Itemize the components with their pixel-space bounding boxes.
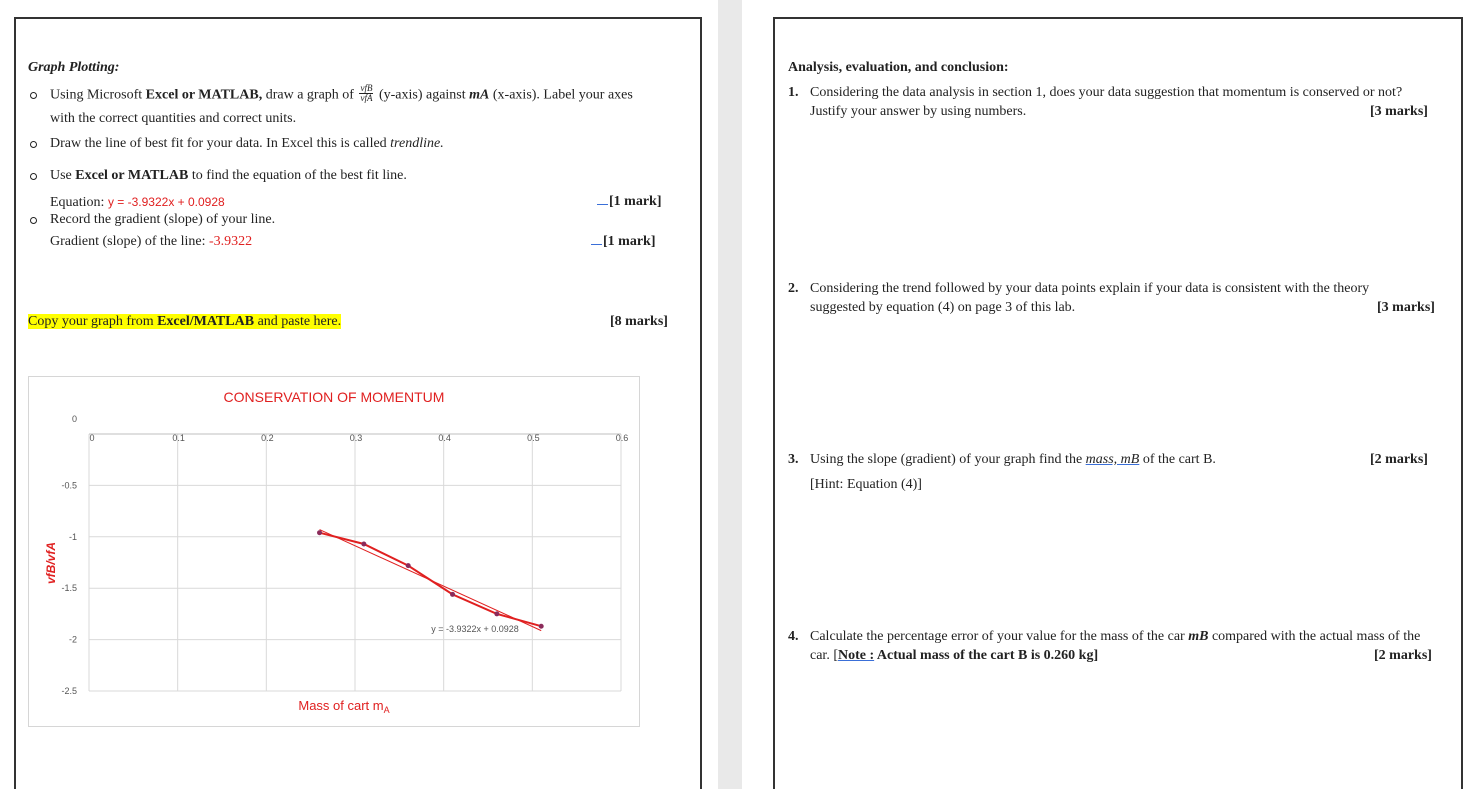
copy-graph-instruction: Copy your graph from Excel/MATLAB and paste here. <box>28 314 342 329</box>
vfb-over-vfa-fraction: $\frac{\text{vfB}}{\text{vfA}}$ <box>360 83 373 103</box>
x-tick-label: 0.6 <box>615 433 629 443</box>
q2-line2: suggested by equation (4) on page 3 of this lab. <box>810 300 1076 315</box>
bullet2: Draw the line of best fit for your data. In Excel this is called trendline. <box>50 136 444 151</box>
y-tick-label: -2 <box>68 634 77 645</box>
bullet-icon <box>30 92 37 99</box>
q3-marks: [2 marks] <box>1370 452 1428 467</box>
bullet4: Record the gradient (slope) of your line. <box>50 212 276 227</box>
bullet-icon <box>30 141 37 148</box>
bullet-icon <box>30 217 37 224</box>
right-page <box>742 0 1472 789</box>
q1-marks: [3 marks] <box>1370 104 1428 119</box>
bullet1-line1: Using Microsoft Excel or MATLAB, draw a graph of $\frac{\text{vfB}}{\text{vfA}}$ (y-axis) against mA (x-axis). Label your axes <box>50 83 633 103</box>
q2-line1: Considering the trend followed by your data points explain if your data is consistent with the theory <box>810 281 1370 296</box>
q4-number: 4. <box>788 629 799 644</box>
bullet3: Use Excel or MATLAB to find the equation of the best fit line. <box>50 168 407 183</box>
gradient-value: -3.9322 <box>209 234 253 249</box>
cursor-caret-icon <box>591 234 602 245</box>
y-tick-label: -1.5 <box>61 583 77 594</box>
graph-plotting-heading: Graph Plotting: <box>28 60 120 75</box>
y-tick-label: 0 <box>71 414 77 424</box>
chart-container <box>28 376 640 727</box>
analysis-heading: Analysis, evaluation, and conclusion: <box>788 60 1009 75</box>
series-line <box>320 533 542 627</box>
y-axis-label: vfB/vfA <box>44 541 58 585</box>
copy-graph-marks: [8 marks] <box>610 314 668 329</box>
x-tick-label: 0.4 <box>438 433 451 443</box>
cursor-caret-icon <box>597 194 608 205</box>
q3-number: 3. <box>788 452 799 467</box>
trendline-equation-label: y = -3.9322x + 0.0928 <box>431 624 519 635</box>
equation-value: y = -3.9322x + 0.0928 <box>107 195 225 209</box>
q3-hint: [Hint: Equation (4)] <box>810 477 922 492</box>
right-page-frame <box>773 17 1463 789</box>
left-page <box>0 0 718 789</box>
x-tick-label: 0.5 <box>527 433 540 443</box>
q1-number: 1. <box>788 85 799 100</box>
y-tick-label: -0.5 <box>61 480 77 491</box>
data-point <box>494 611 499 616</box>
gradient-line: Gradient (slope) of the line: -3.9322 <box>50 234 253 249</box>
x-tick-label: 0.2 <box>261 433 274 443</box>
q2-number: 2. <box>788 281 799 296</box>
q4-line1: Calculate the percentage error of your value for the mass of the car mB compared with the actual mass of the <box>810 629 1421 644</box>
x-tick-label: 0.1 <box>172 433 185 443</box>
q4-line2: car. [Note : Actual mass of the cart B is 0.260 kg] <box>810 648 1099 663</box>
y-tick-label: -2.5 <box>61 686 77 696</box>
q1-line1: Considering the data analysis in section 1, does your data suggestion that momentum is conserved or not? <box>810 85 1403 100</box>
q2-marks: [3 marks] <box>1377 300 1435 315</box>
mass-mb-link: mass, mB <box>1085 452 1140 467</box>
x-axis-label: Mass of cart $m_A$ <box>298 698 390 715</box>
gradient-marks: [1 mark] <box>591 233 656 251</box>
y-tick-label: -1 <box>68 531 77 542</box>
x-tick-label: 0 <box>89 433 95 443</box>
q1-line2: Justify your answer by using numbers. <box>810 104 1027 119</box>
data-point <box>450 592 455 597</box>
data-point <box>317 530 322 535</box>
equation-line: Equation: y = -3.9322x + 0.0928 <box>50 195 225 210</box>
q4-marks: [2 marks] <box>1374 648 1432 663</box>
equation-marks: [1 mark] <box>597 193 662 211</box>
data-point <box>539 624 544 629</box>
x-tick-label: 0.3 <box>349 433 363 443</box>
data-point <box>406 563 411 568</box>
q3-line: Using the slope (gradient) of your graph find the mass, mB of the cart B. <box>810 452 1216 467</box>
data-point <box>361 541 366 546</box>
bullet-icon <box>30 173 37 180</box>
momentum-chart <box>29 377 639 726</box>
chart-title: CONSERVATION OF MOMENTUM <box>223 389 445 405</box>
bullet1-line2: with the correct quantities and correct units. <box>50 111 297 126</box>
